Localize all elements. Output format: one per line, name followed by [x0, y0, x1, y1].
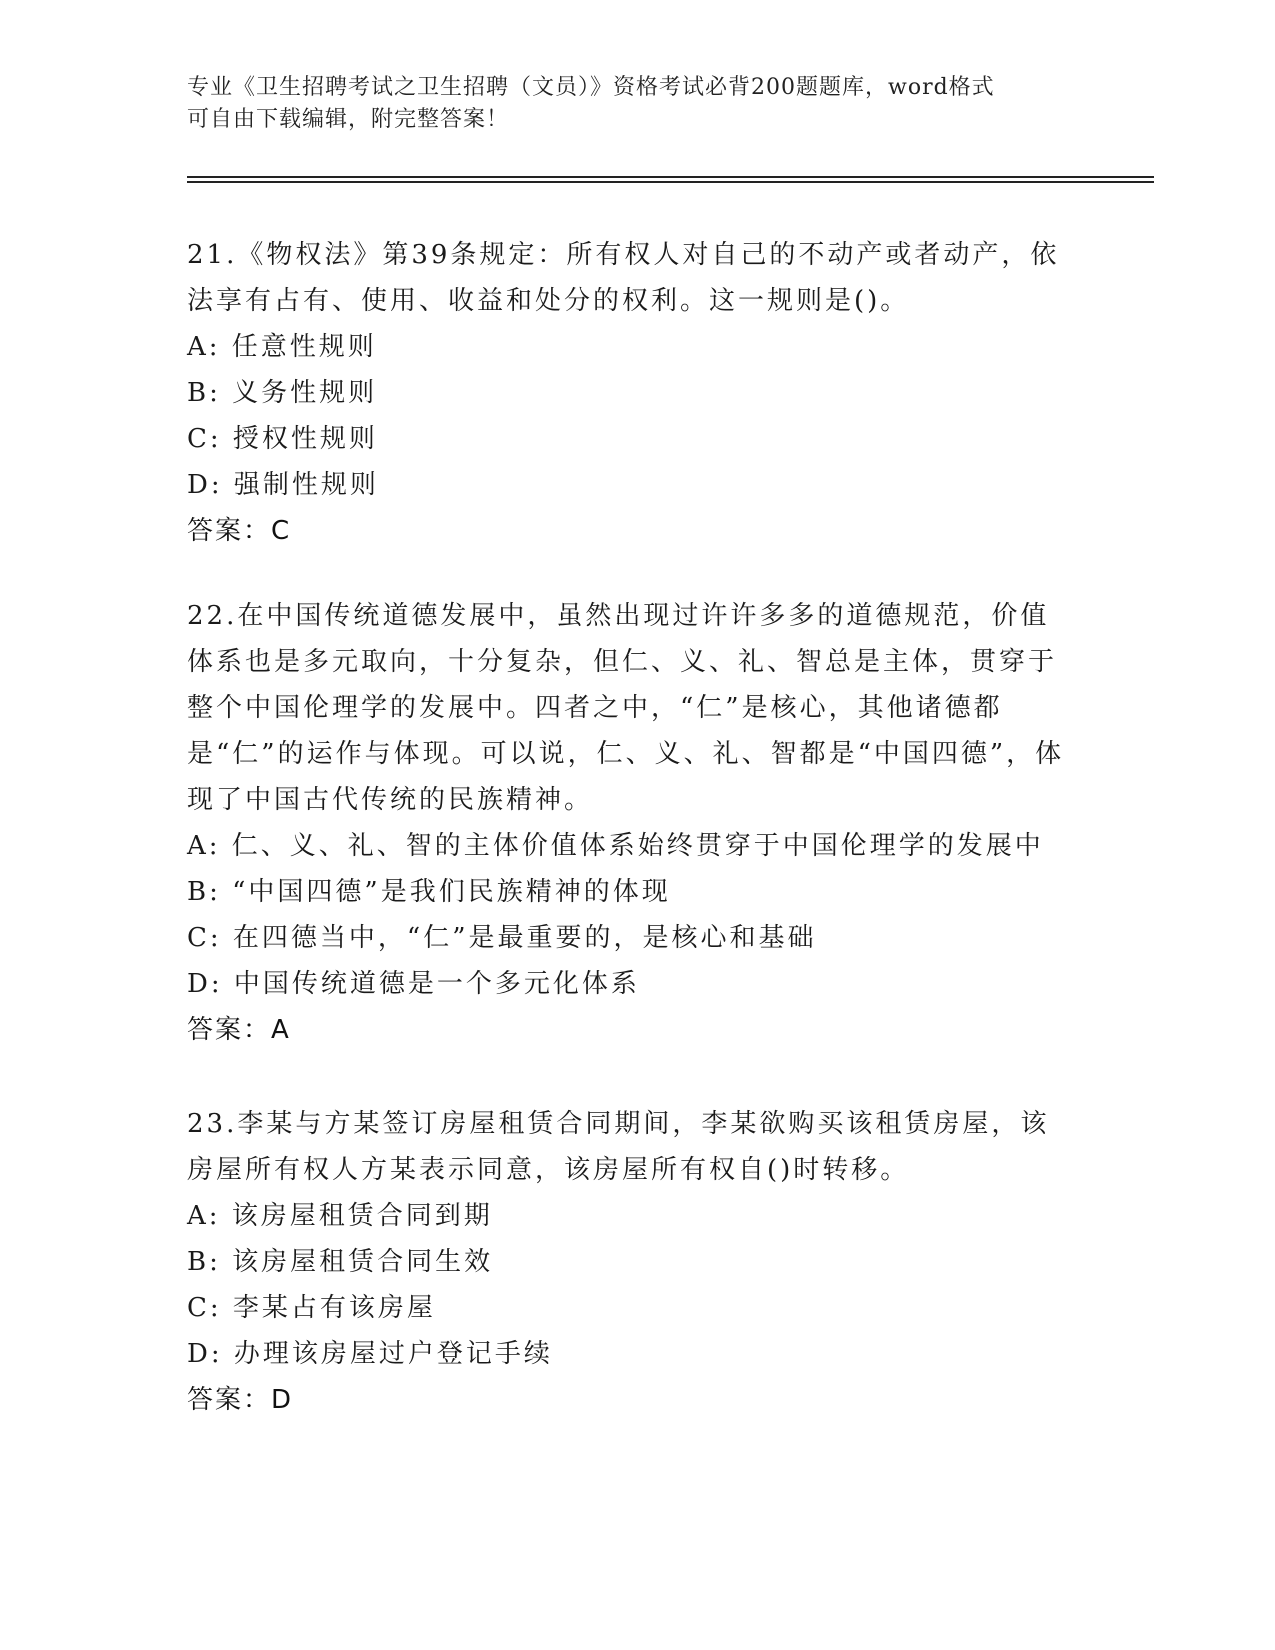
option-c: C: 授权性规则 — [187, 424, 378, 454]
option-c: C: 李某占有该房屋 — [187, 1293, 436, 1323]
question-23 — [187, 1101, 1067, 1423]
header-line-2: 可自由下载编辑，附完整答案！ — [187, 107, 510, 132]
question-stem: 23.李某与方某签订房屋租赁合同期间，李某欲购买该租赁房屋，该房屋所有权人方某表示同意，该房屋所有权自()时转移。 — [187, 1109, 1050, 1185]
option-b: B: 义务性规则 — [187, 378, 378, 408]
option-d: D: 中国传统道德是一个多元化体系 — [187, 969, 640, 999]
answer-label: 答案：A — [187, 1015, 291, 1045]
document-header — [187, 72, 1067, 136]
option-d: D: 强制性规则 — [187, 470, 379, 500]
question-stem: 21.《物权法》第39条规定：所有权人对自己的不动产或者动产，依法享有占有、使用、收益和处分的权利。这一规则是()。 — [187, 240, 1060, 316]
answer-label: 答案：C — [187, 516, 292, 546]
question-stem: 22.在中国传统道德发展中，虽然出现过许许多多的道德规范，价值体系也是多元取向，十分复杂，但仁、义、礼、智总是主体，贯穿于整个中国伦理学的发展中。四者之中，“仁”是核心，其他诸德都是“仁”的运作与体现。可以说，仁、义、礼、智都是“中国四德”，体现了中国古代传统的民族精神。 — [187, 601, 1065, 815]
option-b: B: “中国四德”是我们民族精神的体现 — [187, 877, 671, 907]
question-22 — [187, 593, 1067, 1053]
header-divider-top — [187, 176, 1154, 178]
option-a: A: 任意性规则 — [187, 332, 377, 362]
option-b: B: 该房屋租赁合同生效 — [187, 1247, 494, 1277]
header-line-1: 专业《卫生招聘考试之卫生招聘（文员）》资格考试必背200题题库，word格式 — [187, 75, 995, 100]
header-divider-bottom — [187, 181, 1154, 183]
option-a: A: 仁、义、礼、智的主体价值体系始终贯穿于中国伦理学的发展中 — [187, 831, 1044, 861]
option-d: D: 办理该房屋过户登记手续 — [187, 1339, 553, 1369]
option-a: A: 该房屋租赁合同到期 — [187, 1201, 493, 1231]
answer-label: 答案：D — [187, 1385, 294, 1415]
question-21 — [187, 232, 1067, 554]
option-c: C: 在四德当中，“仁”是最重要的，是核心和基础 — [187, 923, 817, 953]
